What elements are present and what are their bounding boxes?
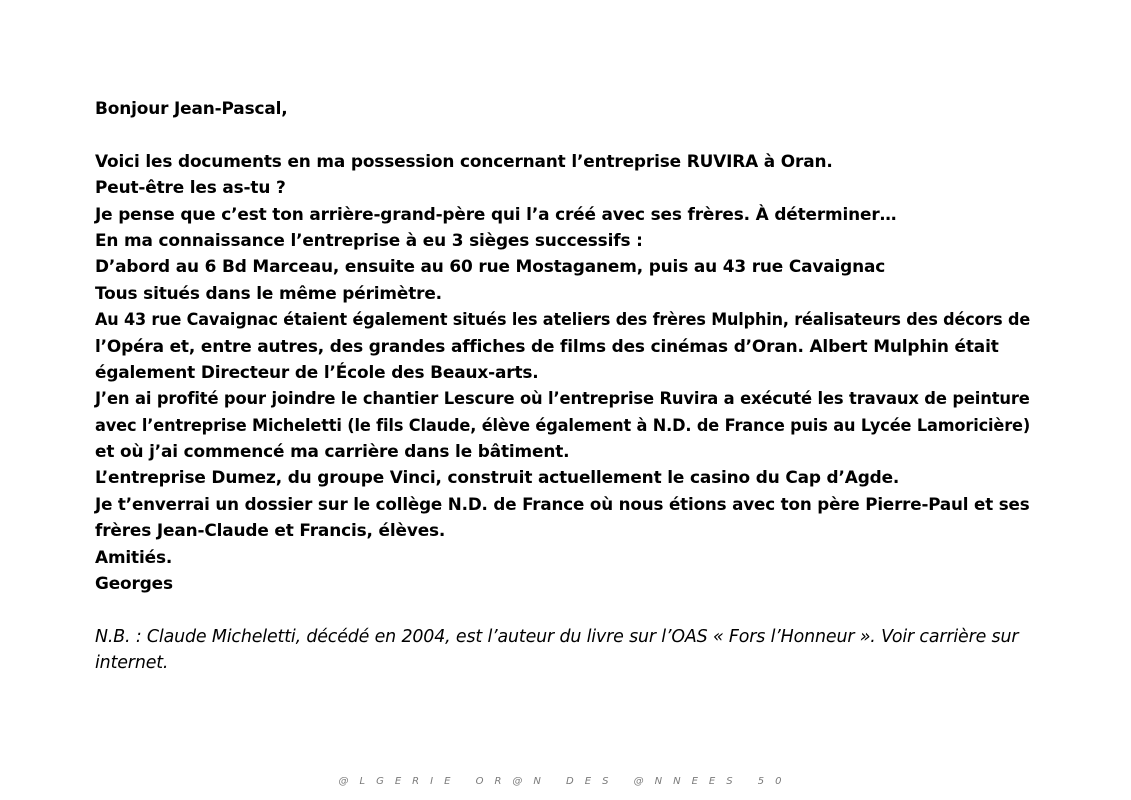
letter-line: Voici les documents en ma possession concernant l’entreprise RUVIRA à Oran. xyxy=(95,151,833,172)
letter-line: Je pense que c’est ton arrière-grand-père qui l’a créé avec ses frères. À déterminer… xyxy=(95,204,897,225)
page-footer: @LGERIE OR@N DES @NNEES 50 xyxy=(338,776,793,787)
letter-line: également Directeur de l’École des Beaux-arts. xyxy=(95,362,539,383)
letter-line: et où j’ai commencé ma carrière dans le bâtiment. xyxy=(95,442,570,463)
letter-line: En ma connaissance l’entreprise à eu 3 sièges successifs : xyxy=(95,230,643,251)
letter-line: Tous situés dans le même périmètre. xyxy=(95,283,442,304)
letter-line: Peut-être les as-tu ? xyxy=(95,178,286,199)
letter-line: avec l’entreprise Micheletti (le fils Claude, élève également à N.D. de France puis au Lycée Lamoricière) xyxy=(95,415,1031,436)
letter-line: frères Jean-Claude et Francis, élèves. xyxy=(95,521,446,542)
letter-closing: Amitiés. xyxy=(95,547,173,568)
letter-line: L’entreprise Dumez, du groupe Vinci, construit actuellement le casino du Cap d’Agde. xyxy=(95,468,900,489)
letter-line: Je t’enverrai un dossier sur le collège N.D. de France où nous étions avec ton père Pierre-Paul et ses xyxy=(95,494,1030,515)
nb-note-line: internet. xyxy=(95,653,169,674)
letter-body xyxy=(95,96,1035,677)
letter-signature: Georges xyxy=(95,574,173,595)
letter-line: l’Opéra et, entre autres, des grandes affiches de films des cinémas d’Oran. Albert Mulphin était xyxy=(95,336,999,357)
nb-note-line: N.B. : Claude Micheletti, décédé en 2004, est l’auteur du livre sur l’OAS « Fors l’Honneur ». Voir carrière sur xyxy=(95,626,1019,647)
letter-line: D’abord au 6 Bd Marceau, ensuite au 60 rue Mostaganem, puis au 43 rue Cavaignac xyxy=(95,257,886,278)
paragraph-gap xyxy=(95,597,1035,623)
paragraph-gap xyxy=(95,122,1035,148)
letter-line: J’en ai profité pour joindre le chantier Lescure où l’entreprise Ruvira a exécuté les travaux de peinture xyxy=(95,389,1030,410)
letter-line: Au 43 rue Cavaignac étaient également situés les ateliers des frères Mulphin, réalisateurs des décors de xyxy=(95,310,1031,331)
letter-greeting: Bonjour Jean-Pascal, xyxy=(95,99,288,119)
